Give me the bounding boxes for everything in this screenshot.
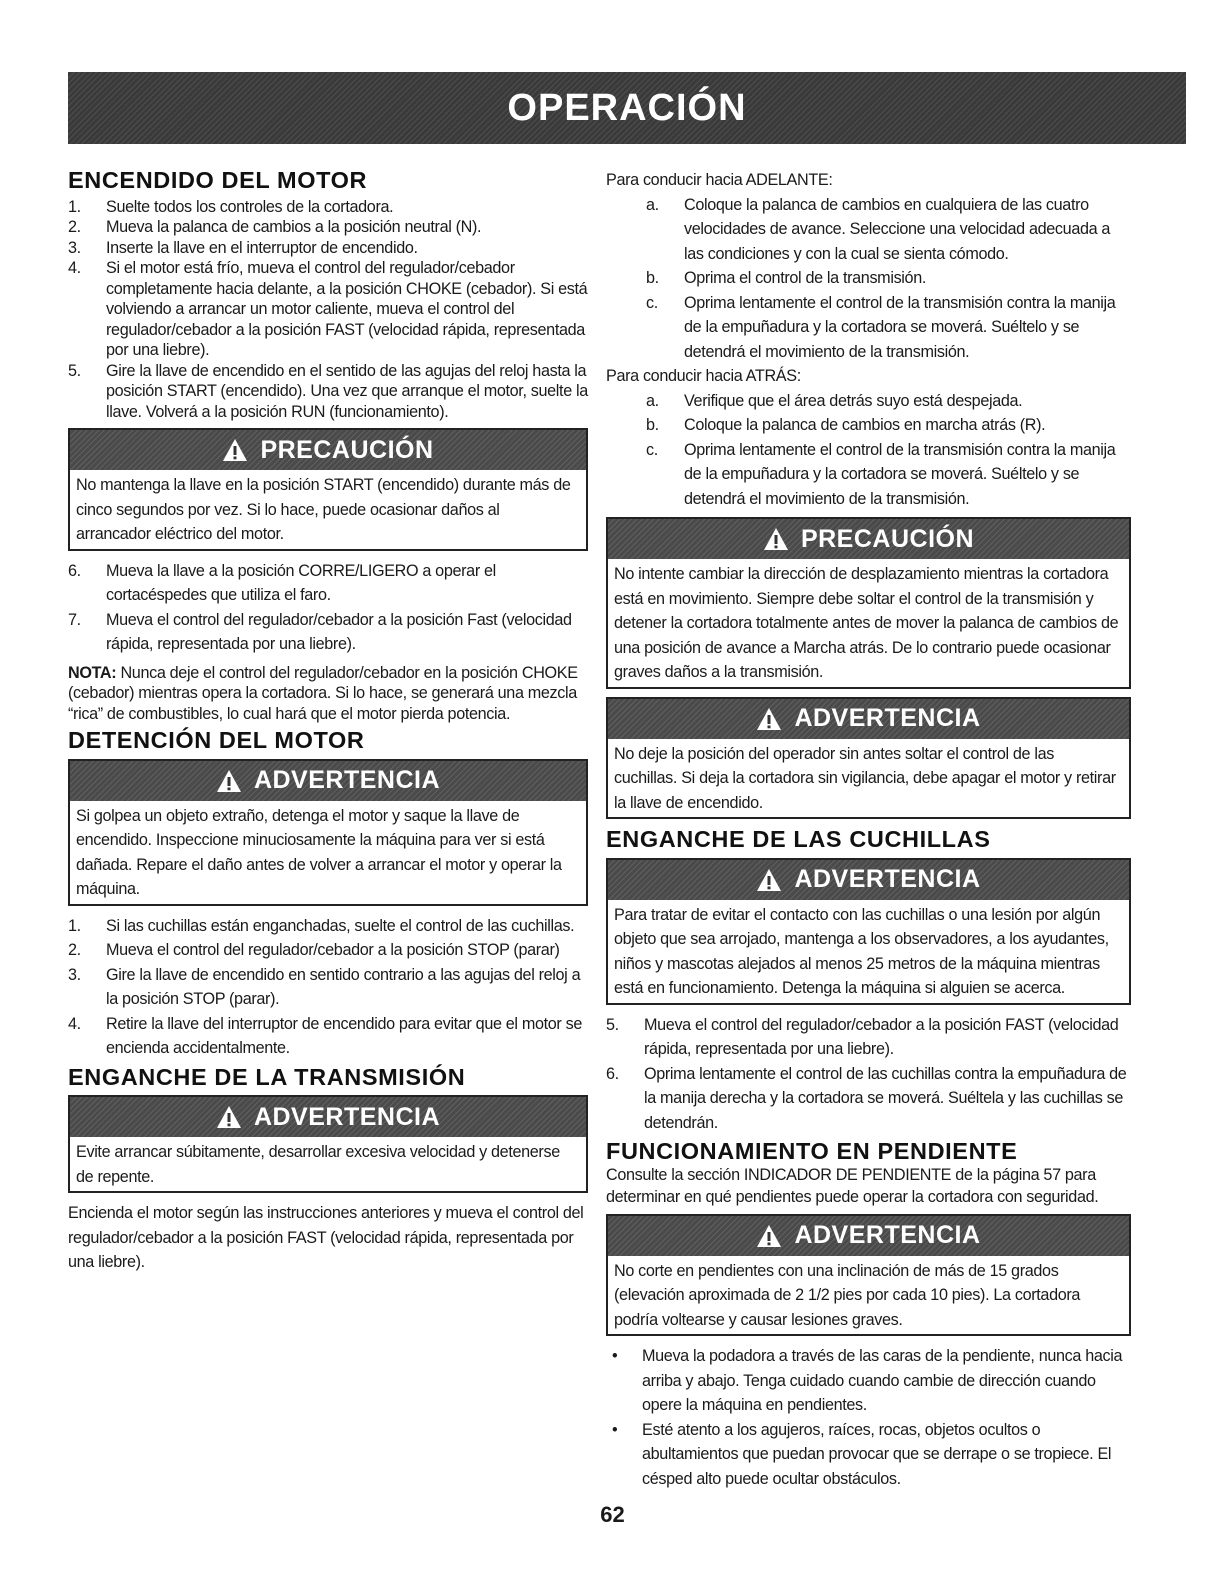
list-item	[68, 361, 588, 423]
list-marker: a.	[646, 195, 659, 214]
list-text: Mueva el control del regulador/cebador a la posición STOP (parar)	[106, 941, 560, 959]
list-text: Gire la llave de encendido en el sentido de las agujas del reloj hasta la posición START (encendido). Una vez que arranque el motor, suelte la llave. Volverá a la posición RUN (funcionamiento).	[106, 361, 588, 421]
warning-body: No deje la posición del operador sin antes soltar el control de las cuchillas. Si deja la cortadora sin vigilancia, debe apagar el motor y retirar la llave de encendido.	[614, 744, 1116, 812]
warning-triangle-icon	[756, 1224, 782, 1248]
list-text: Mueva el control del regulador/cebador a la posición FAST (velocidad rápida, representada por una liebre).	[644, 1015, 1119, 1058]
list-marker: •	[612, 1347, 618, 1365]
list-text: Retire la llave del interruptor de encendido para evitar que el motor se encienda accidentalmente.	[106, 1014, 582, 1057]
precaution-body: No intente cambiar la dirección de desplazamiento mientras la cortadora está en movimiento. Siempre debe soltar el control de la transmisión y detener la cortadora totalmente antes de mover la palanca de cambios de una posición de avance a Marcha atrás. De lo contrario puede ocasionar graves daños a la transmisión.	[614, 565, 1119, 681]
list-item	[606, 389, 1131, 414]
list-item	[68, 963, 588, 1012]
warning-box-5	[606, 1214, 1131, 1337]
list-item	[68, 608, 588, 657]
atras-intro: Para conducir hacia ATRÁS:	[606, 367, 801, 385]
list-text: Si las cuchillas están enganchadas, suelte el control de las cuchillas.	[106, 916, 575, 935]
list-text: Suelte todos los controles de la cortadora.	[106, 197, 394, 216]
list-text: Gire la llave de encendido en sentido contrario a las agujas del reloj a la posición STOP (parar).	[106, 965, 581, 1008]
list-text: Coloque la palanca de cambios en cualquiera de las cuatro velocidades de avance. Seleccione una velocidad adecuada a las condiciones y con la cual se sienta cómodo.	[684, 195, 1111, 263]
adelante-steps	[606, 193, 1131, 365]
list-text: Mueva la podadora a través de las caras de la pendiente, nunca hacia arriba y abajo. Tenga cuidado cuando cambie de dirección cuando opere la máquina en pendientes.	[642, 1347, 1123, 1414]
list-item	[606, 1013, 1131, 1062]
nota-text: Nunca deje el control del regulador/cebador en la posición CHOKE (cebador) mientras opera la cortadora. Si lo hace, se generará una mezcla “rica” de combustibles, lo cual hará que el motor pierda potencia.	[68, 663, 578, 723]
list-marker: b.	[646, 269, 659, 287]
warning-header: ADVERTENCIA	[608, 699, 1129, 739]
list-text: Verifique que el área detrás suyo está despejada.	[684, 391, 1023, 410]
list-item	[68, 197, 588, 218]
left-column	[68, 168, 588, 1275]
list-marker: 6.	[606, 1064, 619, 1083]
list-item	[68, 217, 588, 238]
list-item	[606, 291, 1131, 365]
list-marker: 6.	[68, 561, 81, 580]
list-item	[606, 1062, 1131, 1136]
list-text: Oprima lentamente el control de la transmisión contra la manija de la empuñadura y la cortadora se moverá. Suéltelo y se detendrá el movimiento de la transmisión.	[684, 293, 1116, 361]
list-item	[606, 193, 1131, 267]
warning-box-2	[68, 1095, 588, 1193]
pendiente-text: Consulte la sección INDICADOR DE PENDIENTE de la página 57 para determinar en qué pendientes puede operar la cortadora con seguridad.	[606, 1165, 1099, 1206]
right-column	[606, 168, 1131, 1491]
warning-body: Para tratar de evitar el contacto con las cuchillas o una lesión por algún objeto que sea arrojado, mantenga a los observadores, a los ayudantes, niños y mascotas alejados al menos 25 metros de la máquina mientras está en funcionamiento. Detenga la máquina si alguien se acerca.	[614, 905, 1109, 997]
warning-triangle-icon	[756, 707, 782, 731]
warning-box-4	[606, 858, 1131, 1005]
detencion-steps	[68, 914, 588, 1061]
list-item	[68, 559, 588, 608]
list-item	[606, 438, 1131, 512]
heading-pendiente: FUNCIONAMIENTO EN PENDIENTE	[606, 1138, 1018, 1164]
list-item	[68, 938, 588, 963]
list-marker: •	[612, 1420, 618, 1439]
list-marker: a.	[646, 391, 659, 410]
list-item	[68, 238, 588, 259]
encendido-steps	[68, 197, 588, 423]
warning-triangle-icon	[222, 438, 248, 462]
precaution-body: No mantenga la llave en la posición START (encendido) durante más de cinco segundos por vez. Si lo hace, puede ocasionar daños al arrancador eléctrico del motor.	[76, 476, 571, 543]
list-text: Oprima lentamente el control de las cuchillas contra la empuñadura de la manija derecha y la cortadora se moverá. Suéltela y las cuchillas se detendrán.	[644, 1064, 1127, 1132]
list-marker: c.	[646, 293, 658, 312]
list-marker: 4.	[68, 1014, 81, 1033]
list-text: Mueva la llave a la posición CORRE/LIGERO a operar el cortacéspedes que utiliza el faro.	[106, 561, 496, 604]
adelante-intro: Para conducir hacia ADELANTE:	[606, 171, 833, 189]
encendido-steps-2	[68, 559, 588, 657]
list-item	[68, 258, 588, 361]
warning-header: ADVERTENCIA	[70, 761, 586, 801]
list-marker: 2.	[68, 218, 81, 236]
precaution-box-2	[606, 517, 1131, 689]
warning-header: ADVERTENCIA	[70, 1097, 586, 1137]
warning-triangle-icon	[756, 868, 782, 892]
list-item	[606, 1344, 1131, 1418]
list-text: Inserte la llave en el interruptor de encendido.	[106, 238, 418, 257]
list-marker: 3.	[68, 238, 81, 257]
heading-transmision: ENGANCHE DE LA TRANSMISIÓN	[68, 1063, 466, 1090]
heading-cuchillas: ENGANCHE DE LAS CUCHILLAS	[606, 826, 991, 852]
warning-box-3	[606, 697, 1131, 820]
list-marker: 5.	[606, 1015, 619, 1034]
page-number: 62	[600, 1502, 625, 1527]
warning-header: ADVERTENCIA	[608, 860, 1129, 900]
banner-title: OPERACIÓN	[507, 86, 747, 129]
list-text: Coloque la palanca de cambios en marcha atrás (R).	[684, 416, 1046, 434]
list-text: Oprima lentamente el control de la transmisión contra la manija de la empuñadura y la cortadora se moverá. Suéltelo y se detendrá el movimiento de la transmisión.	[684, 440, 1116, 508]
list-marker: 7.	[68, 610, 81, 629]
warning-body: No corte en pendientes con una inclinación de más de 15 grados (elevación aproximada de 2 1/2 pies por cada 10 pies). La cortadora podría voltearse y causar lesiones graves.	[614, 1261, 1081, 1329]
list-marker: 5.	[68, 361, 81, 380]
list-text: Mueva el control del regulador/cebador a la posición Fast (velocidad rápida, representada por una liebre).	[106, 610, 572, 653]
transmision-text: Encienda el motor según las instrucciones anteriores y mueva el control del regulador/cebador a la posición FAST (velocidad rápida, representada por una liebre).	[68, 1204, 584, 1271]
precaution-header: PRECAUCIÓN	[70, 430, 586, 470]
list-marker: b.	[646, 416, 659, 434]
list-marker: 1.	[68, 916, 81, 935]
cuchillas-steps	[606, 1013, 1131, 1136]
list-text: Mueva la palanca de cambios a la posición neutral (N).	[106, 218, 482, 236]
warning-body: Si golpea un objeto extraño, detenga el motor y saque la llave de encendido. Inspeccione minuciosamente la máquina para ver si está dañada. Repare el daño antes de volver a arrancar el motor y operar la máquina.	[76, 806, 562, 898]
nota	[68, 663, 588, 725]
list-marker: c.	[646, 440, 658, 459]
heading-detencion: DETENCIÓN DEL MOTOR	[68, 727, 365, 753]
warning-triangle-icon	[763, 527, 789, 551]
warning-body: Evite arrancar súbitamente, desarrollar excesiva velocidad y detenerse de repente.	[76, 1143, 560, 1186]
page-banner	[68, 72, 1186, 144]
precaution-box-1	[68, 428, 588, 551]
warning-triangle-icon	[216, 769, 242, 793]
warning-header: ADVERTENCIA	[608, 1216, 1129, 1256]
list-marker: 2.	[68, 941, 81, 959]
list-item	[606, 413, 1131, 438]
list-text: Si el motor está frío, mueva el control del regulador/cebador completamente hacia delante, a la posición CHOKE (cebador). Si está volviendo a arrancar un motor caliente, mueva el control del regulador/cebador a la posición FAST (velocidad rápida, representada por una liebre).	[106, 259, 588, 359]
list-item	[606, 1418, 1131, 1492]
list-marker: 1.	[68, 197, 81, 216]
nota-label: NOTA:	[68, 663, 117, 682]
list-item	[68, 914, 588, 939]
list-text: Oprima el control de la transmisión.	[684, 269, 927, 287]
warning-box-1	[68, 759, 588, 906]
list-item	[68, 1012, 588, 1061]
warning-triangle-icon	[216, 1105, 242, 1129]
precaution-header: PRECAUCIÓN	[608, 519, 1129, 559]
list-item	[606, 266, 1131, 291]
list-marker: 3.	[68, 965, 81, 984]
list-marker: 4.	[68, 259, 81, 277]
pendiente-bullets	[606, 1344, 1131, 1491]
heading-encendido: ENCENDIDO DEL MOTOR	[68, 167, 368, 193]
atras-steps	[606, 389, 1131, 512]
list-text: Esté atento a los agujeros, raíces, rocas, objetos ocultos o abultamientos que puedan provocar que se derrape o se tropiece. El césped alto puede ocultar obstáculos.	[642, 1420, 1112, 1488]
